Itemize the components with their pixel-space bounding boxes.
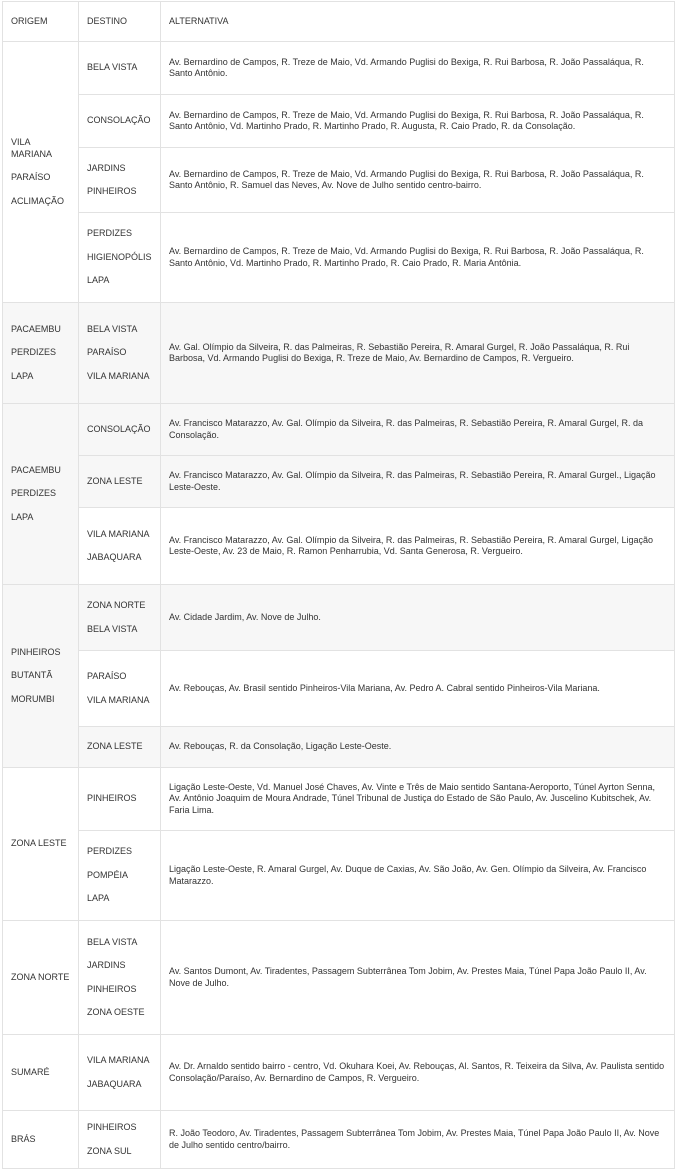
destination-name: JABAQUARA (87, 552, 142, 562)
table-row (3, 921, 675, 1035)
table-row (3, 1035, 675, 1111)
alternative-route: Ligação Leste-Oeste, Vd. Manuel José Chaves, Av. Vinte e Três de Maio sentido Santana-Aeroporto, Túnel Ayrton Senna, Av. Antônio Joaquim de Moura Andrade, Túnel Tribunal de Justiça do Estado de São Paulo, Av. Juscelino Kubitschek, Av. Faria Lima. (161, 768, 675, 831)
destination-cell (79, 585, 161, 651)
alternative-route: R. João Teodoro, Av. Tiradentes, Passagem Subterrânea Tom Jobim, Av. Prestes Maia, Túnel Papa João Paulo II, Av. Nove de Julho sentido centro/bairro. (161, 1111, 675, 1169)
alternative-route: Ligação Leste-Oeste, R. Amaral Gurgel, Av. Duque de Caxias, Av. São João, Av. Gen. Olímpio da Silveira, Av. Francisco Matarazzo. (161, 831, 675, 921)
origin-name: VILA MARIANA (11, 137, 53, 159)
destination-cell (79, 303, 161, 404)
destination-name: PINHEIROS (87, 186, 137, 196)
table-row (3, 727, 675, 768)
destination-cell (79, 213, 161, 303)
origin-name: SUMARÉ (11, 1066, 50, 1077)
destination-name: ZONA SUL (87, 1145, 132, 1156)
destination-name: VILA MARIANA (87, 528, 150, 539)
table-row (3, 768, 675, 831)
destination-name: PERDIZES (87, 846, 133, 857)
destination-name: ZONA LESTE (87, 475, 143, 486)
destination-name: BELA VISTA (87, 936, 138, 947)
table-row (3, 95, 675, 148)
destination-cell (79, 508, 161, 585)
destination-name: PERDIZES (87, 228, 133, 239)
destination-name: CONSOLAÇÃO (87, 115, 151, 126)
destination-name: PINHEIROS (87, 1122, 137, 1132)
destination-name: JARDINS (87, 162, 126, 173)
origin-cell (3, 768, 79, 921)
origin-cell (3, 1111, 79, 1169)
alternative-route: Av. Bernardino de Campos, R. Treze de Maio, Vd. Armando Puglisi do Bexiga, R. Rui Barbosa, R. João Passaláqua, R. Santo Antônio. (161, 42, 675, 95)
destination-name: PINHEIROS (87, 793, 137, 804)
alternative-route: Av. Bernardino de Campos, R. Treze de Maio, Vd. Armando Puglisi do Bexiga, R. Rui Barbosa, R. João Passaláqua, R. Santo Antônio, Vd. Martinho Prado, R. Martinho Prado, R. Caio Prado, R. Maria Antônia. (161, 213, 675, 303)
table-row (3, 404, 675, 456)
destination-cell (79, 651, 161, 727)
origin-cell (3, 921, 79, 1035)
destination-cell (79, 148, 161, 213)
routes-body (3, 42, 675, 1169)
header-origem: ORIGEM (3, 2, 79, 42)
alternative-route: Av. Rebouças, Av. Brasil sentido Pinheiros-Vila Mariana, Av. Pedro A. Cabral sentido Pinheiros-Vila Mariana. (161, 651, 675, 727)
origin-name: ACLIMAÇÃO (11, 195, 65, 206)
destination-name: JABAQUARA (87, 1078, 142, 1089)
destination-cell (79, 1035, 161, 1111)
destination-name: VILA MARIANA (87, 370, 150, 381)
alternative-route: Av. Dr. Arnaldo sentido bairro - centro, Vd. Okuhara Koei, Av. Rebouças, Al. Santos, R. Teixeira da Silva, Av. Paulista sentido Consolação/Paraíso, Av. Bernardino de Campos, R. Vergueiro. (161, 1035, 675, 1111)
origin-cell (3, 1035, 79, 1111)
alternative-route: Av. Francisco Matarazzo, Av. Gal. Olímpio da Silveira, R. das Palmeiras, R. Sebastião Pereira, R. Amaral Gurgel, R. da Consolação. (161, 404, 675, 456)
header-alternativa: ALTERNATIVA (161, 2, 675, 42)
origin-name: LAPA (11, 511, 34, 522)
table-row (3, 831, 675, 921)
destination-name: BELA VISTA (87, 623, 138, 634)
alternative-route: Av. Gal. Olímpio da Silveira, R. das Palmeiras, R. Sebastião Pereira, R. Amaral Gurgel, R. João Passaláqua, R. Rui Barbosa, Vd. Armando Puglisi do Bexiga, R. Treze de Maio, Av. Bernardino de Campos, R. Vergueiro. (161, 303, 675, 404)
alternative-route: Av. Bernardino de Campos, R. Treze de Maio, Vd. Armando Puglisi do Bexiga, R. Rui Barbosa, R. João Passaláqua, R. Santo Antônio, Vd. Martinho Prado, R. Martinho Prado, R. Augusta, R. Caio Prado, R. da Consolação. (161, 95, 675, 148)
destination-name: ZONA LESTE (87, 741, 143, 752)
destination-name: LAPA (87, 893, 110, 904)
destination-name: PARAÍSO (87, 347, 127, 358)
destination-name: POMPÉIA (87, 869, 129, 880)
destination-cell (79, 768, 161, 831)
destination-name: ZONA OESTE (87, 1007, 145, 1017)
destination-cell (79, 404, 161, 456)
origin-name: PERDIZES (11, 347, 57, 358)
alternative-route: Av. Bernardino de Campos, R. Treze de Maio, Vd. Armando Puglisi do Bexiga, R. Rui Barbosa, R. João Passaláqua, R. Santo Antônio, R. Samuel das Neves, Av. Nove de Julho sentido centro-bairro. (161, 148, 675, 213)
origin-name: ZONA LESTE (11, 838, 67, 849)
destination-cell (79, 42, 161, 95)
alternative-route: Av. Cidade Jardim, Av. Nove de Julho. (161, 585, 675, 651)
table-row (3, 213, 675, 303)
destination-name: PARAÍSO (87, 671, 127, 681)
alternative-route: Av. Francisco Matarazzo, Av. Gal. Olímpio da Silveira, R. das Palmeiras, R. Sebastião Pereira, R. Amaral Gurgel, Ligação Leste-Oeste, Av. 23 de Maio, R. Ramon Penharrubia, Vd. Santa Generosa, R. Vergueiro. (161, 508, 675, 585)
destination-name: BELA VISTA (87, 323, 138, 334)
destination-name: HIGIENOPÓLIS (87, 251, 152, 262)
alternative-route: Av. Francisco Matarazzo, Av. Gal. Olímpio da Silveira, R. das Palmeiras, R. Sebastião Pereira, R. Amaral Gurgel., Ligação Leste-Oeste. (161, 456, 675, 508)
destination-name: PINHEIROS (87, 983, 137, 994)
destination-cell (79, 456, 161, 508)
table-row (3, 456, 675, 508)
origin-name: PACAEMBU (11, 323, 61, 334)
origin-name: BUTANTÃ (11, 670, 53, 681)
header-row (3, 2, 675, 42)
origin-name: MORUMBI (11, 693, 55, 704)
header-destino: DESTINO (79, 2, 161, 42)
alternative-route: Av. Rebouças, R. da Consolação, Ligação Leste-Oeste. (161, 727, 675, 768)
destination-cell (79, 921, 161, 1035)
table-row (3, 508, 675, 585)
destination-cell (79, 95, 161, 148)
destination-cell (79, 1111, 161, 1169)
table-row (3, 1111, 675, 1169)
origin-name: ZONA NORTE (11, 971, 70, 982)
destination-cell (79, 727, 161, 768)
origin-name: PARAÍSO (11, 172, 51, 182)
table-row (3, 585, 675, 651)
origin-name: PERDIZES (11, 488, 57, 499)
destination-cell (79, 831, 161, 921)
destination-name: BELA VISTA (87, 62, 138, 73)
origin-cell (3, 585, 79, 768)
destination-name: LAPA (87, 275, 110, 286)
origin-name: BRÁS (11, 1133, 36, 1144)
alternative-route: Av. Santos Dumont, Av. Tiradentes, Passagem Subterrânea Tom Jobim, Av. Prestes Maia, Túnel Papa João Paulo II, Av. Nove de Julho. (161, 921, 675, 1035)
table-row (3, 42, 675, 95)
table-row (3, 303, 675, 404)
origin-cell (3, 303, 79, 404)
destination-name: ZONA NORTE (87, 600, 146, 610)
destination-name: CONSOLAÇÃO (87, 423, 151, 434)
destination-name: VILA MARIANA (87, 1055, 150, 1065)
table-row (3, 651, 675, 727)
table-row (3, 148, 675, 213)
origin-name: PACAEMBU (11, 464, 61, 475)
origin-name: PINHEIROS (11, 646, 61, 657)
destination-name: VILA MARIANA (87, 694, 150, 705)
origin-cell (3, 42, 79, 303)
destination-name: JARDINS (87, 960, 126, 970)
origin-cell (3, 404, 79, 585)
routes-table (2, 1, 675, 1169)
origin-name: LAPA (11, 370, 34, 381)
